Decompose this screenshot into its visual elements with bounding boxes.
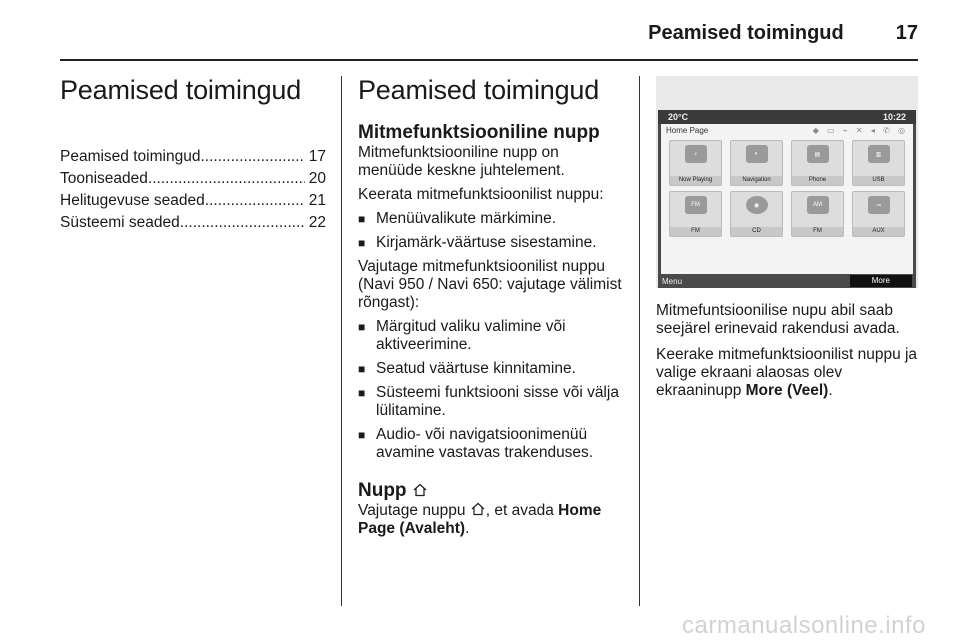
paragraph (656, 346, 922, 400)
toc-page: 17 (308, 148, 326, 165)
toc-entry[interactable] (60, 168, 326, 190)
tile-now-playing[interactable] (669, 140, 722, 186)
usb-icon: ▥ (868, 145, 890, 163)
tile-label: FM (792, 227, 843, 236)
tile-label: CD (731, 227, 782, 236)
turn-lead: Keerata mitmefunktsioonilist nuppu: (358, 186, 604, 203)
tile-usb[interactable] (852, 140, 905, 186)
menu-button[interactable]: Menu (662, 276, 683, 286)
home-text-1: Vajutage nuppu (358, 502, 466, 519)
home-page-screenshot (656, 76, 918, 288)
toc-entry[interactable] (60, 190, 326, 212)
body-column-middle (358, 72, 624, 538)
tile-label: Now Playing (670, 176, 721, 185)
toc-leader (148, 168, 305, 190)
toc-page: 21 (308, 192, 326, 209)
tile-am[interactable] (791, 191, 844, 237)
home-text-end: . (465, 520, 470, 537)
tile-label: FM (670, 227, 721, 236)
tile-cd[interactable] (730, 191, 783, 237)
header-title: Peamised toimingud (648, 21, 844, 44)
list-item: ■ Audio- või navigatsioonimenüü avamine vastavas trakenduses. (358, 426, 624, 462)
section-title: Peamised toimingud (358, 75, 600, 105)
list-item: ■ Süsteemi funktsiooni sisse või välja lülitamine. (358, 384, 624, 420)
temperature: 20°C (668, 112, 689, 122)
tile-aux[interactable] (852, 191, 905, 237)
tile-phone[interactable] (791, 140, 844, 186)
music-icon: ♪ (685, 145, 707, 163)
column-divider-1 (341, 76, 342, 606)
para2-end: . (828, 382, 833, 399)
list-item: ■ Seatud väärtuse kinnitamine. (358, 360, 624, 378)
tile-label: AUX (853, 227, 904, 236)
home-button-heading (358, 480, 624, 502)
list-item: ■ Märgitud valiku valimine või aktiveerimine. (358, 318, 624, 354)
page-number: 17 (895, 21, 918, 44)
toc-page: 20 (308, 170, 326, 187)
status-bar (658, 110, 916, 124)
home-page-term: Home Page (Avaleht) (358, 502, 602, 537)
press-lead: Vajutage mitmefunktsioonilist nuppu (Navi 950 / Navi 650: vajutage välimist rõngast): (358, 258, 622, 311)
para2-text: Keerake mitmefunktsioonilist nuppu ja valige ekraani alaosas olev ekraaninupp (656, 346, 918, 399)
toc-leader (205, 190, 305, 212)
toc-page: 22 (308, 214, 326, 231)
clock: 10:22 (882, 112, 906, 122)
watermark: carmanualsonline.info (682, 612, 926, 639)
more-term: More (Veel) (745, 382, 829, 399)
press-list (358, 318, 624, 462)
radio-icon: FM (685, 196, 707, 214)
header-rule (60, 59, 918, 61)
tile-fm[interactable] (669, 191, 722, 237)
chapter-title: Peamised toimingud (60, 75, 302, 105)
tile-navigation[interactable] (730, 140, 783, 186)
radio-icon: AM (807, 196, 829, 214)
list-item: ■ Menüüvalikute märkimine. (358, 210, 624, 228)
tile-label: USB (853, 176, 904, 185)
disc-icon: ◉ (746, 196, 768, 214)
home-page-panel (661, 124, 913, 274)
tile-label: Navigation (731, 176, 782, 185)
toc-entry[interactable] (60, 212, 326, 234)
turn-list (358, 210, 624, 252)
home-heading-text: Nupp (358, 480, 407, 501)
toc-label: Peamised toimingud (60, 148, 201, 165)
running-header (60, 18, 918, 48)
app-tile-grid (661, 136, 913, 241)
toc-entry[interactable] (60, 146, 326, 168)
column-divider-2 (639, 76, 640, 606)
toc-leader (180, 212, 305, 234)
map-icon: ◐ (746, 145, 768, 163)
aux-plug-icon: ⊸ (868, 196, 890, 214)
list-item: ■ Kirjamärk-väärtuse sisestamine. (358, 234, 624, 252)
intro-paragraph: Mitmefunktsiooniline nupp on menüüde keskne juhtelement. (358, 144, 565, 179)
toc-leader (200, 146, 304, 168)
toc-label: Süsteemi seaded (60, 214, 180, 231)
toc-list (60, 146, 326, 234)
tile-label: Phone (792, 176, 843, 185)
home-paragraph (358, 502, 624, 538)
home-icon (412, 483, 428, 497)
home-page-bar (661, 124, 913, 136)
subsection-title: Mitmefunktsiooniline nupp (358, 122, 600, 143)
paragraph: Mitmefuntsioonilise nupu abil saab seejärel erinevaid rakendusi avada. (656, 302, 900, 337)
chapter-toc-column (60, 72, 326, 234)
display-frame (658, 110, 916, 288)
toc-label: Tooniseaded (60, 170, 148, 187)
screen-bottom-bar (658, 274, 916, 288)
toc-label: Helitugevuse seaded (60, 192, 205, 209)
more-button[interactable]: More (850, 275, 912, 287)
status-icons: ◆ ▭ ⌁ ✕ ◂ ✆ ◎ (812, 125, 908, 135)
home-page-title: Home Page (666, 125, 709, 135)
body-column-right (656, 302, 922, 400)
home-icon (470, 502, 486, 516)
phone-icon: ▤ (807, 145, 829, 163)
home-text-2: , et avada (485, 502, 554, 519)
